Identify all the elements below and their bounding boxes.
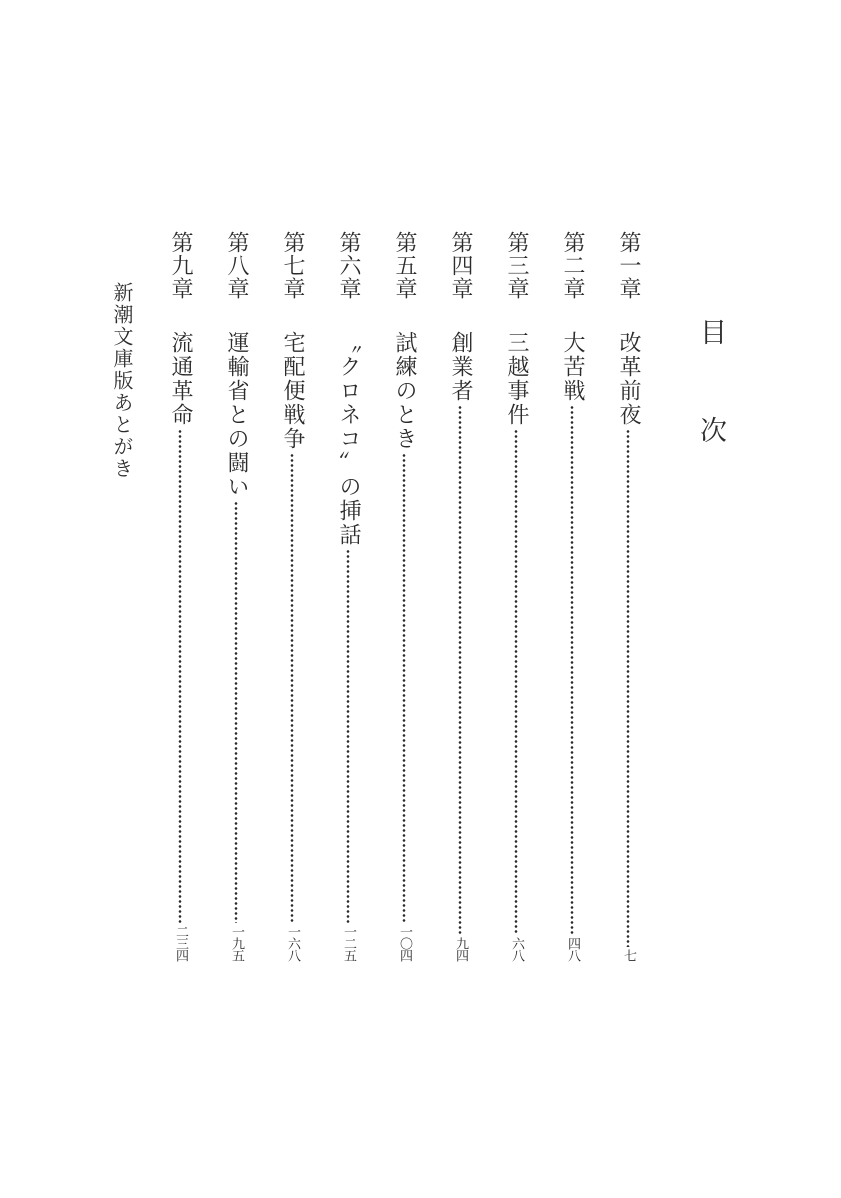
toc-entry-afterword[interactable]: 新潮文庫版あとがき — [110, 282, 134, 480]
dot-leader — [390, 453, 418, 923]
toc-entry-5[interactable] — [390, 231, 418, 961]
dot-leader — [614, 429, 642, 947]
chapter-title: 改革前夜 — [616, 331, 641, 427]
dot-leader — [278, 453, 306, 923]
page-number: 二三四 — [173, 925, 188, 961]
toc-entry-6[interactable] — [334, 231, 362, 961]
dot-leader — [166, 429, 194, 923]
chapter-title: 流通革命 — [168, 331, 193, 427]
chapter-number: 第八章 — [224, 231, 249, 300]
chapter-number: 第六章 — [336, 231, 361, 300]
chapter-title: 創業者 — [448, 331, 473, 403]
toc-entry-1[interactable] — [614, 231, 642, 961]
toc-entry-8[interactable] — [222, 231, 250, 961]
page-number: 一二五 — [341, 925, 356, 961]
page-number: 一〇四 — [397, 925, 412, 961]
dot-leader — [446, 405, 474, 935]
dot-leader — [222, 501, 250, 923]
chapter-title: 運輸省との闘い — [224, 331, 249, 499]
chapter-number: 第一章 — [616, 231, 641, 300]
toc-entry-7[interactable] — [278, 231, 306, 961]
dot-leader — [502, 429, 530, 935]
page-number: 四八 — [565, 937, 580, 961]
toc-entry-3[interactable] — [502, 231, 530, 961]
chapter-number: 第三章 — [504, 231, 529, 300]
page-number: 六八 — [509, 937, 524, 961]
chapter-title: 宅配便戦争 — [280, 331, 305, 451]
chapter-title: 〝クロネコ〟の挿話 — [336, 331, 361, 547]
dot-leader — [334, 549, 362, 923]
chapter-title: 大苦戦 — [560, 331, 585, 403]
chapter-number: 第五章 — [392, 231, 417, 300]
toc-entry-9[interactable] — [166, 231, 194, 961]
page-number: 九四 — [453, 937, 468, 961]
chapter-title: 三越事件 — [504, 331, 529, 427]
page-number: 七 — [621, 949, 636, 961]
chapter-title: 試練のとき — [392, 331, 417, 451]
dot-leader — [558, 405, 586, 935]
page-number: 一九五 — [229, 925, 244, 961]
chapter-number: 第四章 — [448, 231, 473, 300]
chapter-number: 第九章 — [168, 231, 193, 300]
page-number: 一六八 — [285, 925, 300, 961]
toc-entry-2[interactable] — [558, 231, 586, 961]
chapter-number: 第七章 — [280, 231, 305, 300]
toc-entry-4[interactable] — [446, 231, 474, 961]
chapter-number: 第二章 — [560, 231, 585, 300]
toc-heading: 目 次 — [695, 318, 726, 465]
